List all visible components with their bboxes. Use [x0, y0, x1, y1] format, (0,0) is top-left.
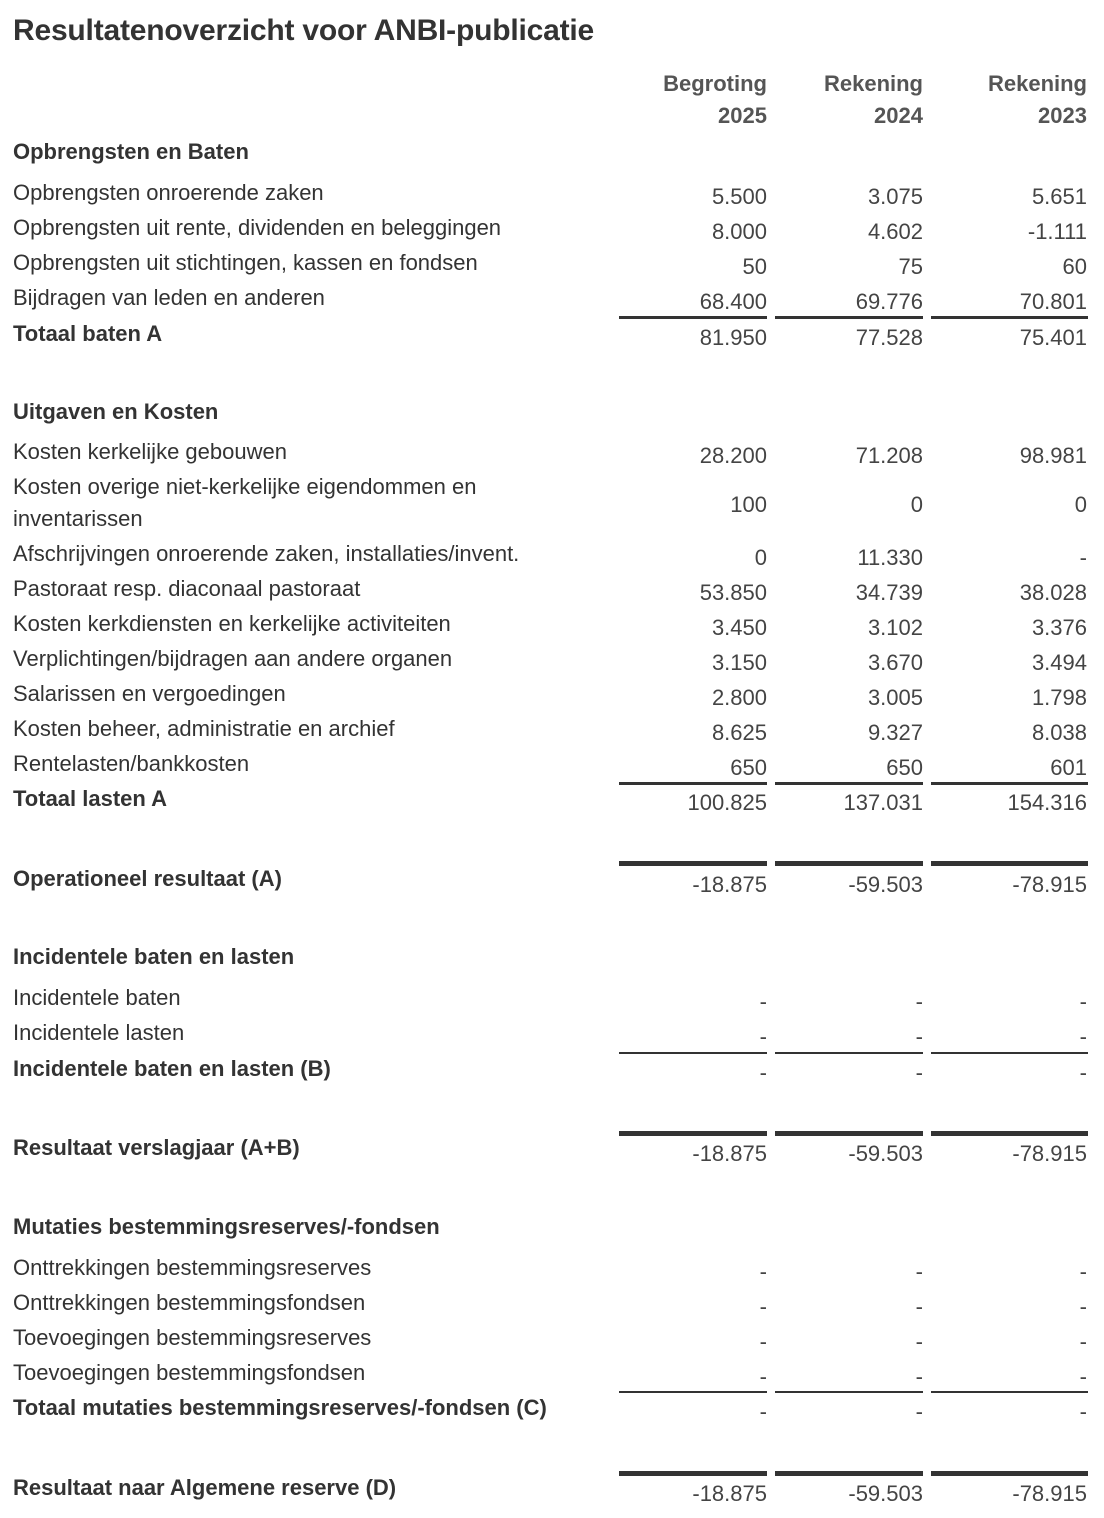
value-2023: 1.798: [1031, 685, 1087, 710]
total-2024: 137.031: [843, 790, 923, 815]
row-label: Opbrengsten onroerende zaken: [13, 180, 324, 205]
value-2024: 650: [886, 755, 923, 780]
subtotal-rule: [619, 1391, 767, 1393]
row-label: Opbrengsten uit stichtingen, kassen en fondsen: [13, 250, 478, 275]
subtotal-rule: [619, 1052, 767, 1054]
value-2025: 68.400: [699, 289, 767, 314]
value-2025: 5.500: [711, 184, 767, 209]
row-label: Verplichtingen/bijdragen aan andere organen: [13, 646, 453, 671]
column-header-line1: Rekening: [987, 71, 1087, 96]
column-header-rekening-2024: [767, 68, 923, 132]
value-2023: 38.028: [1019, 580, 1087, 605]
value-2023: 3.494: [1031, 650, 1087, 675]
value-2025: -: [759, 1329, 767, 1354]
value-2023: 5.651: [1031, 184, 1087, 209]
column-header-line1: Begroting: [663, 71, 767, 96]
result-2025: -18.875: [692, 1141, 767, 1166]
row-label: Toevoegingen bestemmingsreserves: [13, 1325, 372, 1350]
section-heading-label: Uitgaven en Kosten: [13, 399, 219, 424]
total-2025: -: [759, 1060, 767, 1085]
total-2025: 100.825: [687, 790, 767, 815]
value-2024: 0: [910, 492, 923, 517]
value-2025: 0: [754, 545, 767, 570]
value-2025: 8.000: [711, 219, 767, 244]
result-2023: -78.915: [1012, 1481, 1087, 1506]
value-2025: 53.850: [699, 580, 767, 605]
total-2023: 154.316: [1007, 790, 1087, 815]
section-heading-label: Mutaties bestemmingsreserves/-fondsen: [13, 1214, 440, 1239]
value-2025: 28.200: [699, 443, 767, 468]
value-2025: 2.800: [711, 685, 767, 710]
value-2024: 9.327: [867, 720, 923, 745]
value-2023: 70.801: [1019, 289, 1087, 314]
value-2024: 3.005: [867, 685, 923, 710]
value-2023: 0: [1074, 492, 1087, 517]
subtotal-rule: [775, 316, 923, 319]
column-header-rekening-2023: [931, 68, 1087, 132]
column-header-begroting-2025: [611, 68, 767, 132]
value-2024: -: [915, 1364, 923, 1389]
total-2025: 81.950: [699, 325, 767, 350]
column-header-line2: 2024: [874, 103, 923, 128]
value-2023: -: [1079, 1329, 1087, 1354]
subtotal-rule: [931, 1052, 1088, 1054]
page-title: Resultatenoverzicht voor ANBI-publicatie: [13, 14, 594, 47]
result-label: Resultaat verslagjaar (A+B): [13, 1135, 300, 1160]
total-2025: -: [759, 1399, 767, 1424]
value-2023: -: [1079, 1364, 1087, 1389]
result-label: Operationeel resultaat (A): [13, 866, 282, 891]
value-2024: 34.739: [855, 580, 923, 605]
value-2025: 8.625: [711, 720, 767, 745]
value-2024: -: [915, 1294, 923, 1319]
total-2024: -: [915, 1399, 923, 1424]
value-2024: 3.102: [867, 615, 923, 640]
row-label: Kosten kerkdiensten en kerkelijke activiteiten: [13, 611, 451, 636]
value-2023: 98.981: [1019, 443, 1087, 468]
value-2023: 60: [1062, 254, 1087, 279]
total-label: Totaal lasten A: [13, 786, 168, 811]
row-label: Kosten kerkelijke gebouwen: [13, 439, 287, 464]
value-2024: 3.670: [867, 650, 923, 675]
value-2025: -: [759, 1024, 767, 1049]
result-2024: -59.503: [848, 1481, 923, 1506]
row-label: Toevoegingen bestemmingsfondsen: [13, 1360, 366, 1385]
row-label: Incidentele lasten: [13, 1020, 185, 1045]
total-2023: -: [1079, 1060, 1087, 1085]
total-2024: -: [915, 1060, 923, 1085]
row-label: Onttrekkingen bestemmingsfondsen: [13, 1290, 366, 1315]
value-2025: 650: [730, 755, 767, 780]
subtotal-rule: [931, 1391, 1088, 1393]
value-2023: -: [1079, 989, 1087, 1014]
result-2025: -18.875: [692, 1481, 767, 1506]
value-2023: -: [1079, 1024, 1087, 1049]
section-heading-label: Opbrengsten en Baten: [13, 139, 249, 164]
result-label: Resultaat naar Algemene reserve (D): [13, 1475, 397, 1500]
value-2025: 3.450: [711, 615, 767, 640]
total-2023: 75.401: [1019, 325, 1087, 350]
row-label: Salarissen en vergoedingen: [13, 681, 286, 706]
value-2025: -: [759, 1259, 767, 1284]
total-2024: 77.528: [855, 325, 923, 350]
result-rule: [931, 861, 1088, 866]
value-2025: -: [759, 1364, 767, 1389]
value-2023: -: [1079, 545, 1087, 570]
row-label: Pastoraat resp. diaconaal pastoraat: [13, 576, 361, 601]
result-2024: -59.503: [848, 872, 923, 897]
value-2024: 69.776: [855, 289, 923, 314]
row-label: Kosten beheer, administratie en archief: [13, 716, 395, 741]
result-rule: [775, 861, 923, 866]
subtotal-rule: [931, 316, 1088, 319]
value-2024: -: [915, 989, 923, 1014]
total-2023: -: [1079, 1399, 1087, 1424]
result-2023: -78.915: [1012, 872, 1087, 897]
value-2024: 11.330: [857, 545, 923, 570]
row-label: Opbrengsten uit rente, dividenden en beleggingen: [13, 215, 502, 240]
value-2025: 3.150: [711, 650, 767, 675]
value-2024: -: [915, 1259, 923, 1284]
value-2024: 75: [898, 254, 923, 279]
result-2025: -18.875: [692, 872, 767, 897]
row-label: Afschrijvingen onroerende zaken, installaties/invent.: [13, 541, 520, 566]
value-2025: 100: [730, 492, 767, 517]
total-label: Totaal baten A: [13, 321, 163, 346]
value-2024: -: [915, 1024, 923, 1049]
result-2024: -59.503: [848, 1141, 923, 1166]
subtotal-rule: [775, 1052, 923, 1054]
column-header-line2: 2025: [718, 103, 767, 128]
result-2023: -78.915: [1012, 1141, 1087, 1166]
value-2024: 3.075: [867, 184, 923, 209]
total-label: Totaal mutaties bestemmingsreserves/-fondsen (C): [13, 1395, 547, 1420]
value-2024: -: [915, 1329, 923, 1354]
value-2023: -: [1079, 1259, 1087, 1284]
value-2023: 8.038: [1031, 720, 1087, 745]
column-header-line2: 2023: [1038, 103, 1087, 128]
row-label: Incidentele baten: [13, 985, 181, 1010]
row-label: Kosten overige niet-kerkelijke eigendommen en inventarissen: [13, 474, 477, 531]
total-label: Incidentele baten en lasten (B): [13, 1056, 331, 1081]
value-2024: 71.208: [855, 443, 923, 468]
value-2025: -: [759, 989, 767, 1014]
subtotal-rule: [619, 316, 767, 319]
subtotal-rule: [775, 1391, 923, 1393]
row-label: Bijdragen van leden en anderen: [13, 285, 325, 310]
section-heading-label: Incidentele baten en lasten: [13, 944, 295, 969]
value-2023: 601: [1050, 755, 1087, 780]
row-label: Onttrekkingen bestemmingsreserves: [13, 1255, 372, 1280]
value-2025: 50: [742, 254, 767, 279]
value-2023: -: [1079, 1294, 1087, 1319]
column-header-line1: Rekening: [823, 71, 923, 96]
value-2024: 4.602: [867, 219, 923, 244]
value-2023: 3.376: [1031, 615, 1087, 640]
row-label: Rentelasten/bankkosten: [13, 751, 250, 776]
value-2023: -1.111: [1027, 219, 1087, 244]
result-rule: [619, 861, 767, 866]
value-2025: -: [759, 1294, 767, 1319]
